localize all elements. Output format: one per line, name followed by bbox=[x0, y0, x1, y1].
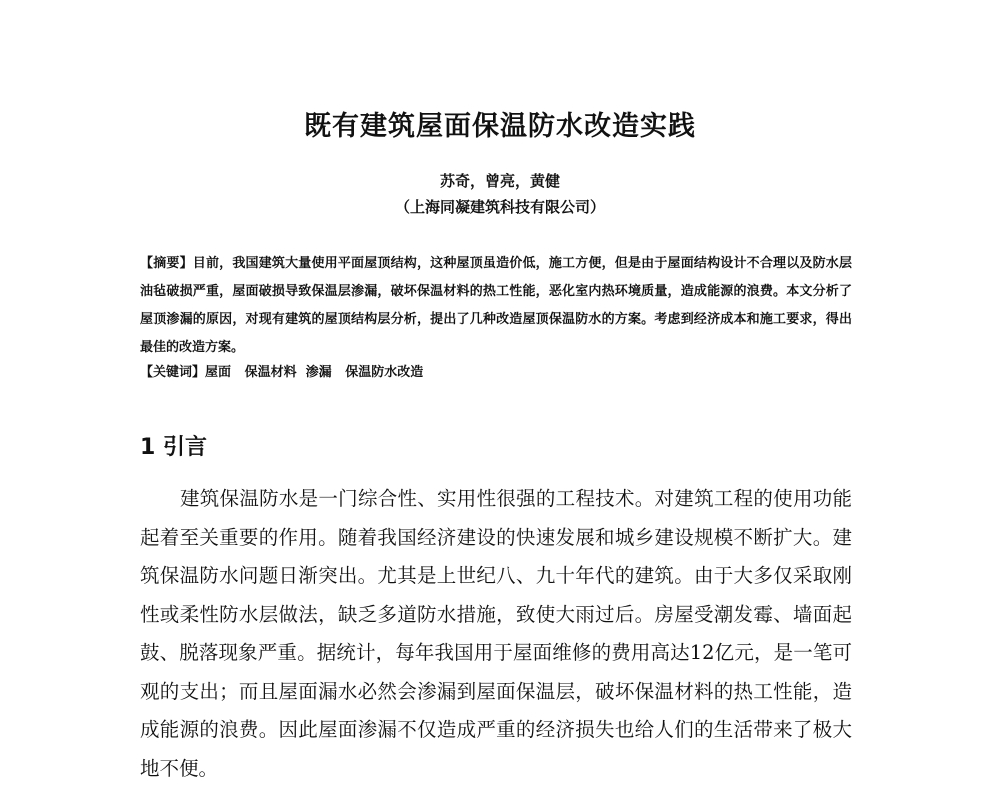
paper-affiliation: （上海同凝建筑科技有限公司） bbox=[394, 198, 605, 216]
keywords-label: 【关键词】 bbox=[140, 365, 206, 380]
keywords bbox=[140, 362, 852, 384]
abstract bbox=[140, 250, 852, 362]
section-paragraph: 建筑保温防水是一门综合性、实用性很强的工程技术。对建筑工程的使用功能起着至关重要的作用。随着我国经济建设的快速发展和城乡建设规模不断扩大。建筑保温防水问题日渐突出。尤其是上世纪八、九十年代的建筑。由于大多仅采取刚性或柔性防水层做法，缺乏多道防水措施，致使大雨过后。房屋受潮发霉、墙面起鼓、脱落现象严重。据统计，每年我国用于屋面维修的费用高达12亿元，是一笔可观的支出；而且屋面漏水必然会渗漏到屋面保温层，破坏保温材料的热工性能，造成能源的浪费。因此屋面渗漏不仅造成严重的经济损失也给人们的生活带来了极大地不便。 bbox=[140, 487, 852, 780]
abstract-text: 目前，我国建筑大量使用平面屋顶结构，这种屋顶虽造价低，施工方便，但是由于屋面结构设计不合理以及防水层油毡破损严重，屋面破损导致保温层渗漏，破坏保温材料的热工性能，恶化室内热环境质量，造成能源的浪费。本文分析了屋顶渗漏的原因，对现有建筑的屋顶结构层分析，提出了几种改造屋顶保温防水的方案。考虑到经济成本和施工要求，得出最佳的改造方案。 bbox=[140, 256, 852, 355]
paper-authors: 苏奇，曾亮，黄健 bbox=[439, 172, 560, 190]
section-heading-introduction: 1 引言 bbox=[140, 435, 207, 460]
abstract-label: 【摘要】 bbox=[140, 256, 193, 271]
paper-title: 既有建筑屋面保温防水改造实践 bbox=[304, 111, 696, 142]
keywords-text: 屋面 保温材料 渗漏 保温防水改造 bbox=[205, 365, 424, 380]
